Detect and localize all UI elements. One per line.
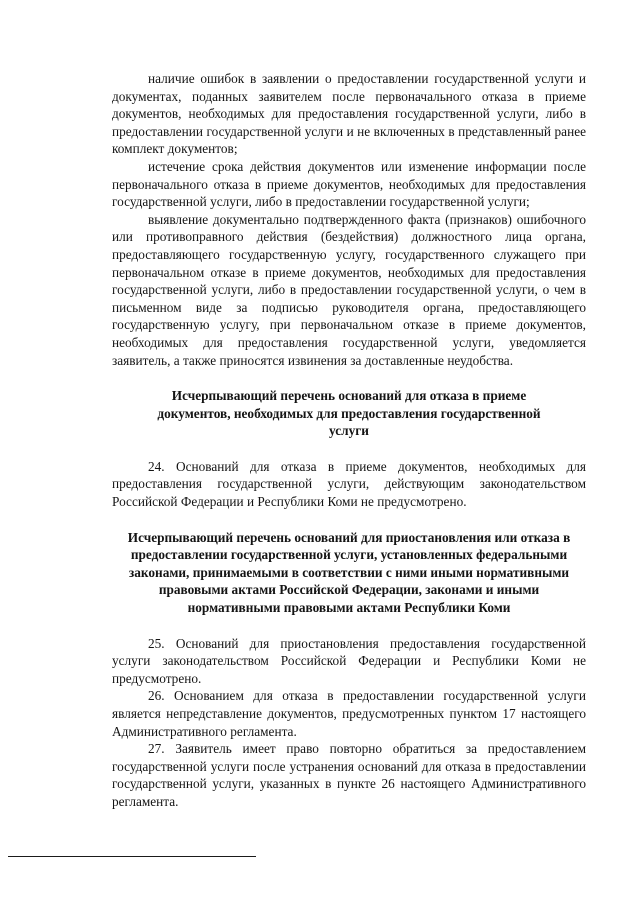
paragraph-27: 27. Заявитель имеет право повторно обратиться за предоставлением государственной услуги после устранения оснований для отказа в предоставлении государственной услуги, указанных в пункте 26 настоящего Административного регламента.	[112, 741, 586, 809]
heading-suspension-grounds: Исчерпывающий перечень оснований для приостановления или отказа в предоставлении государственной услуги, установленных федеральными законами, принимаемыми в соответствии с ними иными нормативными правовыми актами Российской Федерации, законами и иными нормативными правовыми актами Республики Коми	[127, 529, 571, 616]
paragraph-errors-in-application: наличие ошибок в заявлении о предоставлении государственной услуги и документах, поданных заявителем после первоначального отказа в приеме документов, необходимых для предоставления государственной услуги, либо в предоставлении государственной услуги и не включенных в представленный ранее комплект документов;	[112, 71, 586, 157]
footnote-divider	[8, 856, 256, 857]
paragraph-25: 25. Оснований для приостановления предоставления государственной услуги законодательством Российской Федерации и Республики Коми не предусмотрено.	[112, 635, 586, 686]
paragraph-erroneous-action: выявление документально подтвержденного факта (признаков) ошибочного или противоправного действия (бездействия) должностного лица органа, предоставляющего государственную услугу, государственного служащего при первоначальном отказе в приеме документов, необходимых для предоставления государственной услуги, либо в предоставлении государственной услуги, о чем в письменном виде за подписью руководителя органа, предоставляющего государственную услугу, при первоначальном отказе в приеме документов, необходимых для предоставления государственной услуги, уведомляется заявитель, а также приносятся извинения за доставленные неудобства.	[112, 211, 586, 368]
paragraph-26: 26. Основанием для отказа в предоставлении государственной услуги является непредставление документов, предусмотренных пунктом 17 настоящего Административного регламента.	[112, 688, 586, 739]
heading-refusal-grounds: Исчерпывающий перечень оснований для отказа в приеме документов, необходимых для предоставления государственной услуги	[157, 388, 541, 439]
document-page	[112, 68, 586, 811]
paragraph-document-expiry: истечение срока действия документов или изменение информации после первоначального отказа в приеме документов, необходимых для предоставления государственной услуги, либо в предоставлении государственной услуги;	[112, 158, 586, 210]
paragraph-24: 24. Оснований для отказа в приеме документов, необходимых для предоставления государственной услуги, действующим законодательством Российской Федерации и Республики Коми не предусмотрено.	[112, 458, 586, 510]
